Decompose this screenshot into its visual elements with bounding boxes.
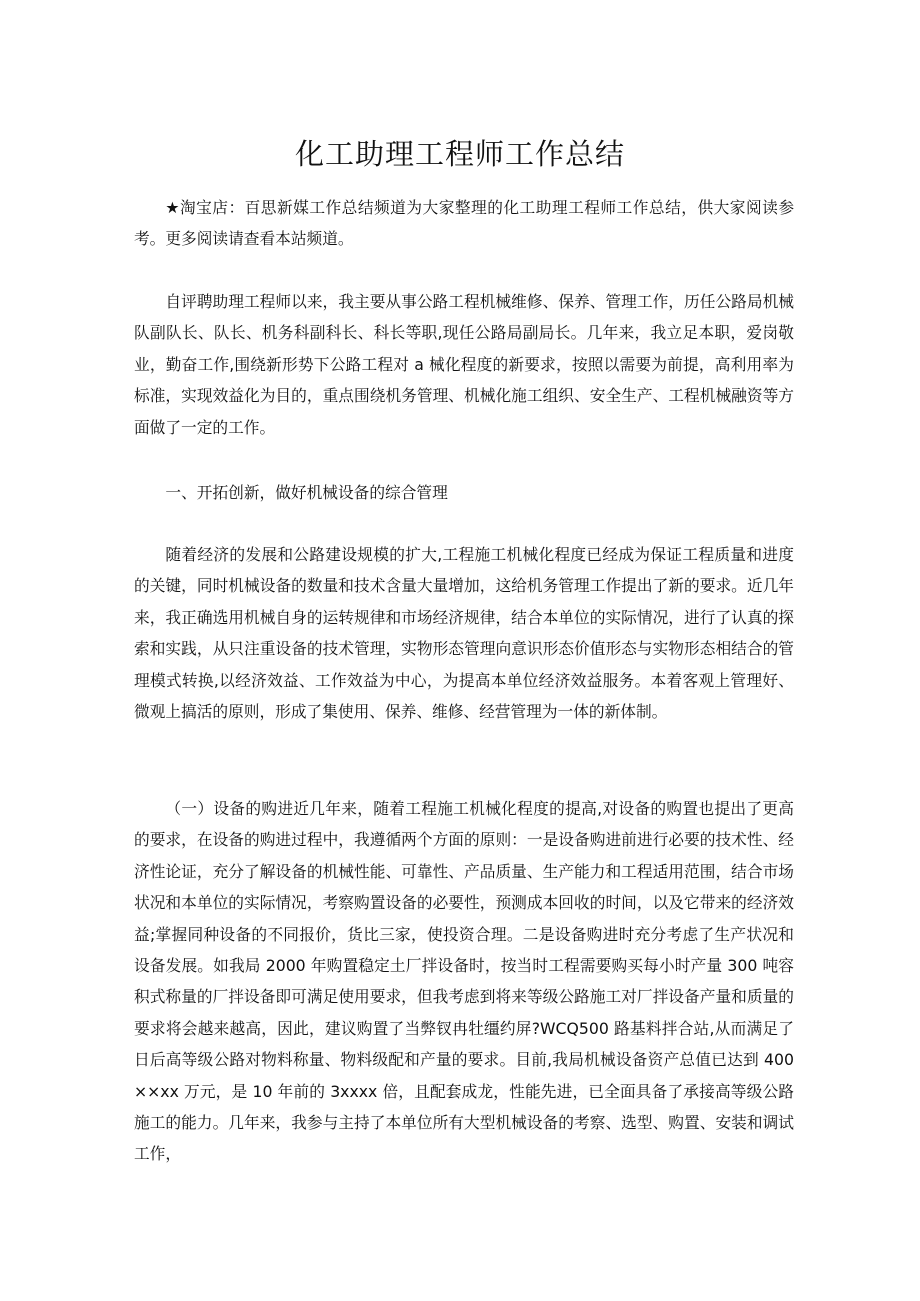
intro-paragraph: ★淘宝店：百思新媒工作总结频道为大家整理的化工助理工程师工作总结，供大家阅读参考。更多阅读请查看本站频道。: [134, 198, 794, 249]
section-heading-1: 一、开拓创新，做好机械设备的综合管理: [165, 483, 448, 502]
paragraph-background: 自评聘助理工程师以来，我主要从事公路工程机械维修、保养、管理工作，历任公路局机械队副队长、队长、机务科副科长、科长等职,现任公路局副局长。几年来，我立足本职，爱岗敬业，勤奋工作,围绕新形势下公路工程对 a 械化程度的新要求，按照以需要为前提，高利用率为标准，实现效益化为目的，重点围绕机务管理、机械化施工组织、安全生产、工程机械融资等方面做了一定的工作。: [134, 292, 794, 437]
document-title: 化工助理工程师工作总结: [294, 137, 625, 171]
paragraph-equipment-management: 随着经济的发展和公路建设规模的扩大,工程施工机械化程度已经成为保证工程质量和进度的关键，同时机械设备的数量和技术含量大量增加，这给机务管理工作提出了新的要求。近几年来，我正确选用机械自身的运转规律和市场经济规律，结合本单位的实际情况，进行了认真的探索和实践，从只注重设备的技术管理，实物形态管理向意识形态价值形态与实物形态相结合的管理模式转换,以经济效益、工作效益为中心，为提高本单位经济效益服务。本着客观上管理好、微观上搞活的原则，形成了集使用、保养、维修、经营管理为一体的新体制。: [134, 545, 794, 722]
paragraph-equipment-purchase: （一）设备的购进近几年来，随着工程施工机械化程度的提高,对设备的购置也提出了更高的要求，在设备的购进过程中，我遵循两个方面的原则：一是设备购进前进行必要的技术性、经济性论证，充分了解设备的机械性能、可靠性、产品质量、生产能力和工程适用范围，结合市场状况和本单位的实际情况，考察购置设备的必要性，预测成本回收的时间，以及它带来的经济效益;掌握同种设备的不同报价，货比三家，使投资合理。二是设备购进时充分考虑了生产状况和设备发展。如我局 2000 年购置稳定土厂拌设备时，按当时工程需要购买每小时产量 300 吨容积式称量的厂拌设备即可满足使用要求，但我考虑到将来等级公路施工对厂拌设备产量和质量的要求将会越来越高，因此，建议购置了当弊钗冉牡缰约屏?WCQ500 路基料拌合站,从而满足了日后高等级公路对物料称量、物料级配和产量的要求。目前,我局机械设备资产总值已达到 400××xx 万元，是 10 年前的 3xxxx 倍，且配套成龙，性能先进，已全面具备了承接高等级公路施工的能力。几年来，我参与主持了本单位所有大型机械设备的考察、选型、购置、安装和调试工作，: [134, 799, 794, 1164]
